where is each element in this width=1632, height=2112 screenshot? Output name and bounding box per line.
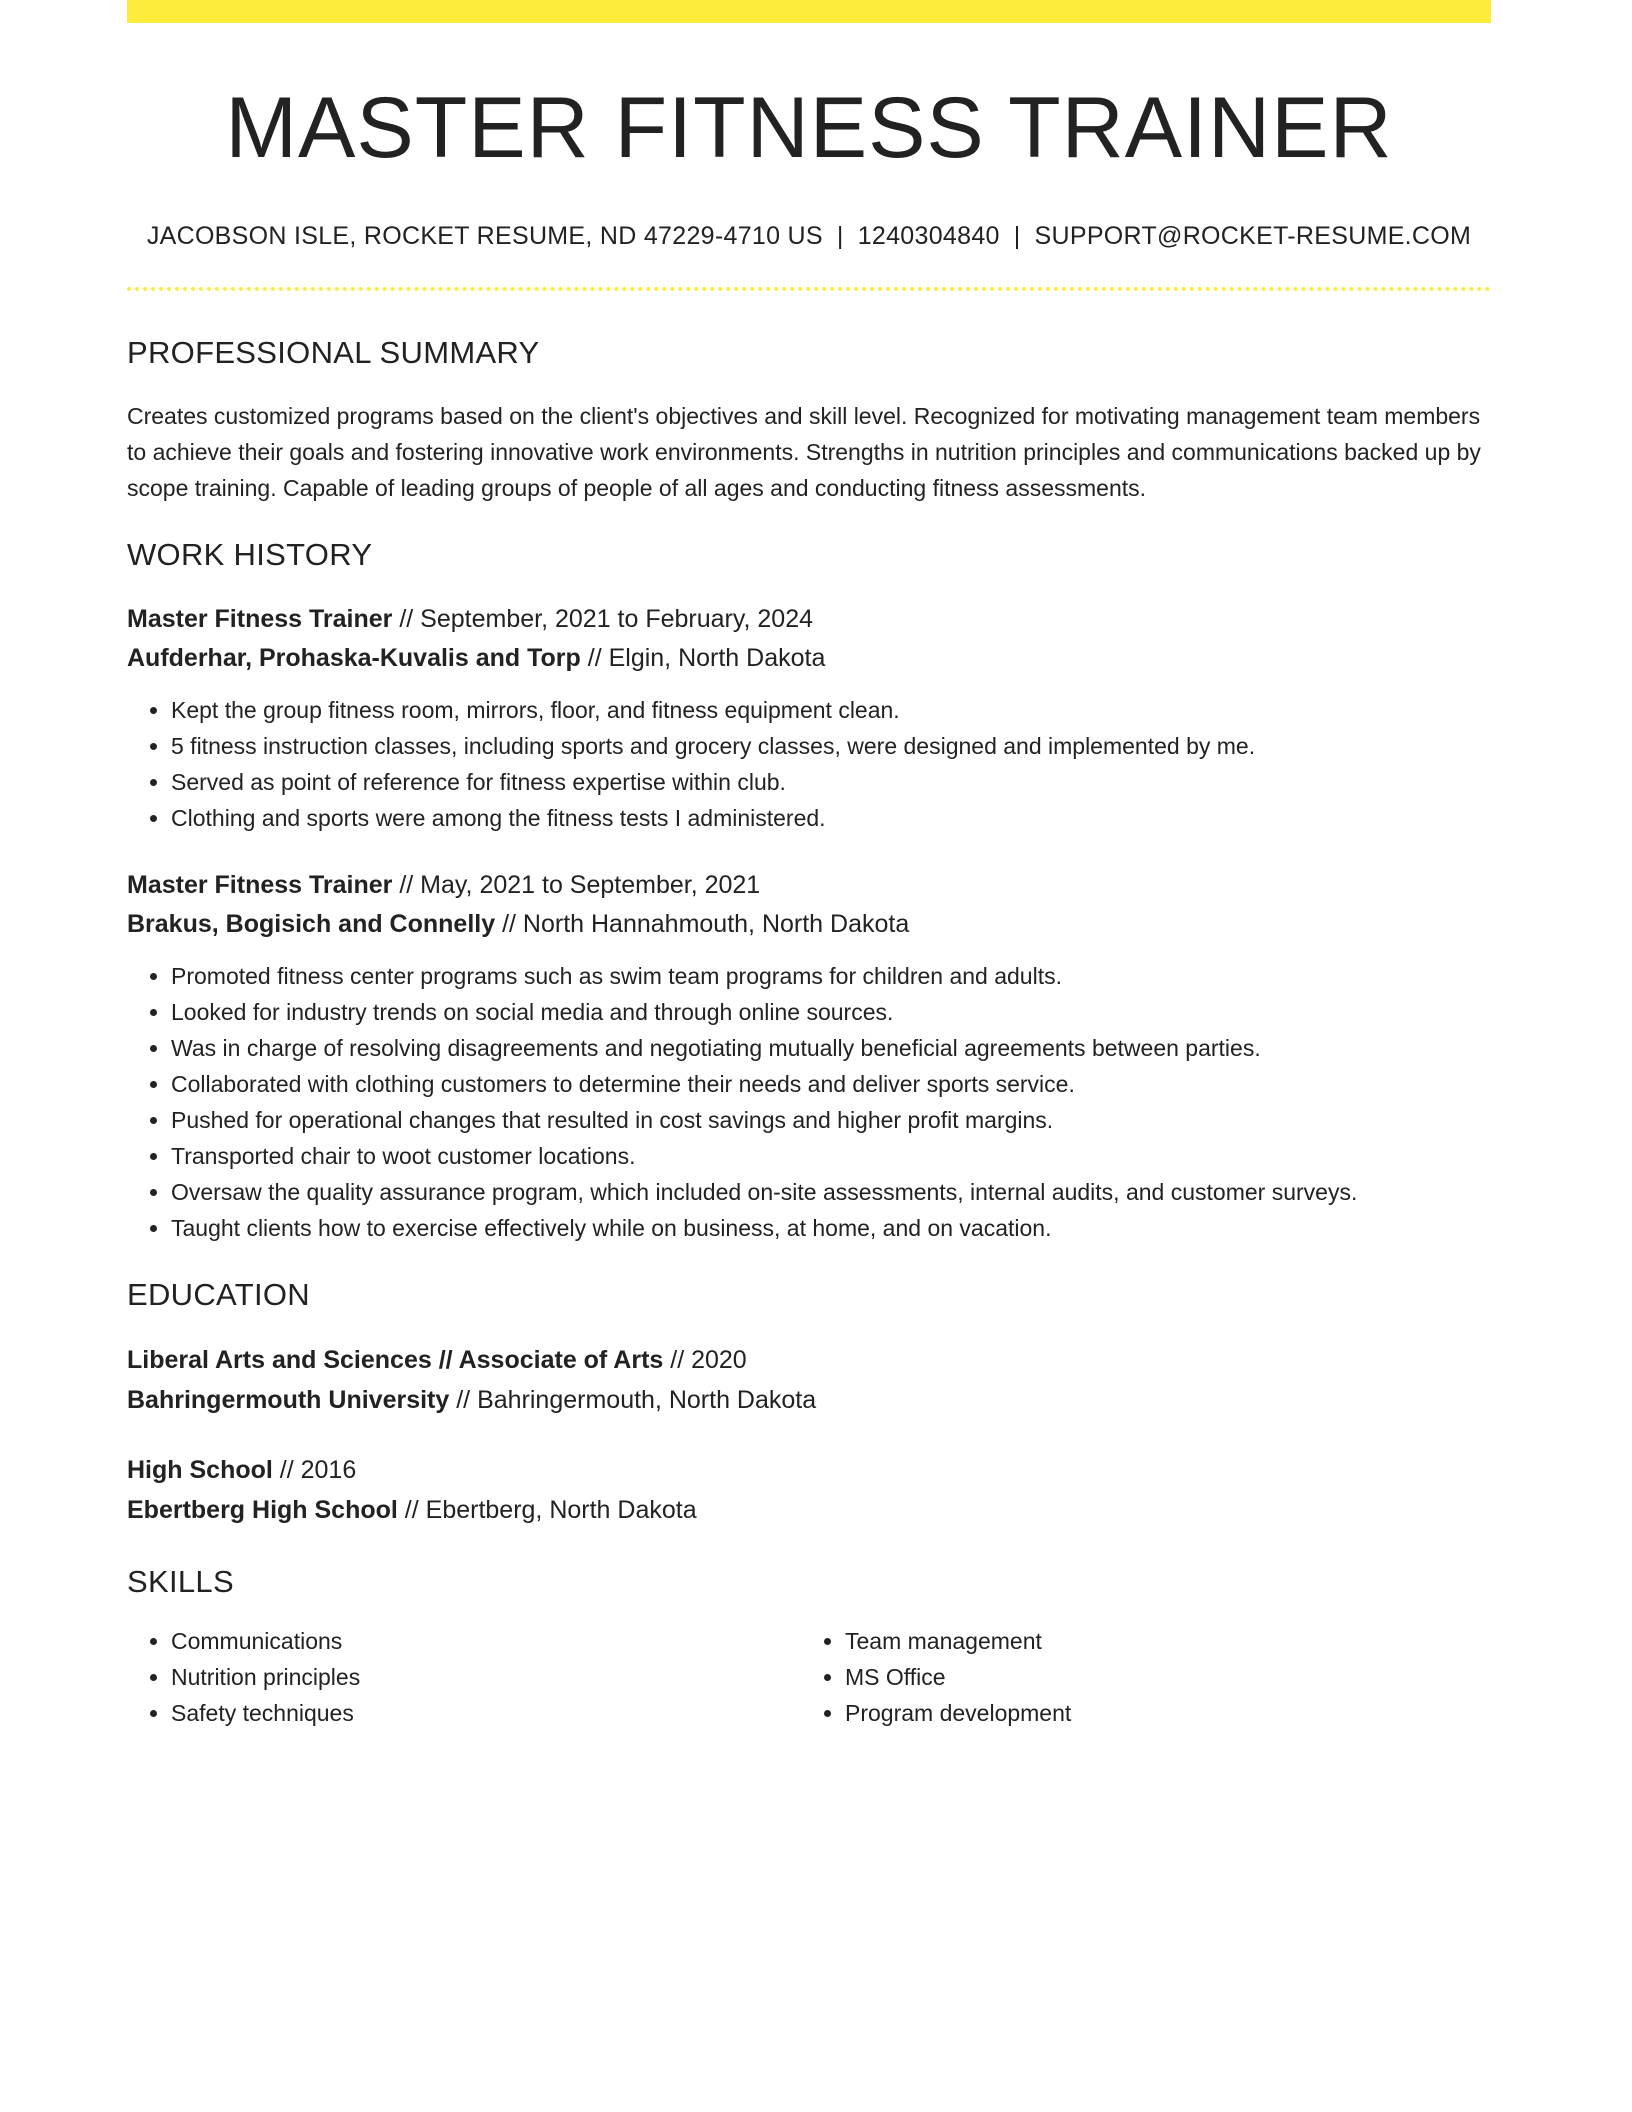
job-location: // North Hannahmouth, North Dakota (495, 909, 910, 938)
education-school: Ebertberg High School (127, 1495, 398, 1524)
list-item: • Taught clients how to exercise effectively while on business, at home, and on vacation. (171, 1210, 1491, 1246)
list-item: • Clothing and sports were among the fitness tests I administered. (171, 800, 1491, 836)
contact-phone: 1240304840 (857, 221, 1000, 250)
education-year: // 2020 (663, 1345, 747, 1374)
dotted-divider (127, 287, 1491, 291)
skill-item: • Safety techniques (171, 1695, 801, 1731)
skill-item: • Team management (845, 1623, 1475, 1659)
list-item: • Kept the group fitness room, mirrors, floor, and fitness equipment clean. (171, 692, 1491, 728)
skill-item: • Communications (171, 1623, 801, 1659)
section-title-education: EDUCATION (127, 1276, 310, 1312)
contact-separator: | (836, 221, 844, 250)
skills-column-left (127, 1623, 801, 1731)
skill-item: • Nutrition principles (171, 1659, 801, 1695)
job-dates: // September, 2021 to February, 2024 (392, 604, 814, 633)
education-school-line (127, 1490, 1491, 1530)
top-accent-bar (127, 0, 1491, 23)
list-item: • Transported chair to woot customer locations. (171, 1138, 1491, 1174)
summary-text: Creates customized programs based on the client's objectives and skill level. Recognized for motivating management team members to achieve their goals and fostering innovative work environments. Strengths in nutrition principles and communications backed up by scope training. Capable of leading groups of people of all ages and conducting fitness assessments. (127, 402, 1481, 501)
job-header (127, 866, 1491, 905)
job-location: // Elgin, North Dakota (580, 643, 826, 672)
education-degree-line (127, 1450, 1491, 1490)
education-entry (127, 1450, 1491, 1530)
education-degree-line (127, 1340, 1491, 1380)
job-entry (127, 866, 1491, 1246)
job-employer (127, 905, 1491, 944)
job-role: Master Fitness Trainer (127, 870, 393, 899)
job-employer (127, 639, 1491, 678)
contact-separator: | (1013, 221, 1021, 250)
education-year: // 2016 (272, 1455, 357, 1484)
list-item: • Promoted fitness center programs such as swim team programs for children and adults. (171, 958, 1491, 994)
job-bullets (127, 692, 1491, 836)
education-location: // Bahringermouth, North Dakota (449, 1385, 817, 1414)
education-entry (127, 1340, 1491, 1420)
list-item: • 5 fitness instruction classes, including sports and grocery classes, were designed and implemented by me. (171, 728, 1491, 764)
resume-title: MASTER FITNESS TRAINER (225, 80, 1393, 176)
list-item: • Was in charge of resolving disagreements and negotiating mutually beneficial agreements between parties. (171, 1030, 1491, 1066)
contact-email: SUPPORT@ROCKET-RESUME.COM (1034, 221, 1472, 250)
education-degree: Liberal Arts and Sciences // Associate of Arts (127, 1345, 664, 1374)
skill-item: • Program development (845, 1695, 1475, 1731)
skills-column-right (801, 1623, 1475, 1731)
contact-address: JACOBSON ISLE, ROCKET RESUME, ND 47229-4710 US (146, 221, 823, 250)
job-entry (127, 600, 1491, 836)
education-school-line (127, 1380, 1491, 1420)
section-title-work-history: WORK HISTORY (127, 536, 373, 572)
list-item: • Served as point of reference for fitness expertise within club. (171, 764, 1491, 800)
education-location: // Ebertberg, North Dakota (397, 1495, 697, 1524)
job-bullets (127, 958, 1491, 1246)
job-header (127, 600, 1491, 639)
resume-page (127, 0, 1491, 1731)
job-role: Master Fitness Trainer (127, 604, 393, 633)
job-company: Aufderhar, Prohaska-Kuvalis and Torp (127, 643, 581, 672)
job-dates: // May, 2021 to September, 2021 (392, 870, 761, 899)
contact-line (127, 222, 1491, 251)
list-item: • Looked for industry trends on social media and through online sources. (171, 994, 1491, 1030)
skills-grid (127, 1623, 1491, 1731)
job-company: Brakus, Bogisich and Connelly (127, 909, 496, 938)
list-item: • Oversaw the quality assurance program, which included on-site assessments, internal audits, and customer surveys. (171, 1174, 1491, 1210)
education-degree: High School (127, 1455, 273, 1484)
list-item: • Pushed for operational changes that resulted in cost savings and higher profit margins. (171, 1102, 1491, 1138)
section-title-skills: SKILLS (127, 1563, 234, 1599)
section-title-summary: PROFESSIONAL SUMMARY (127, 334, 540, 370)
education-school: Bahringermouth University (127, 1385, 450, 1414)
skill-item: • MS Office (845, 1659, 1475, 1695)
list-item: • Collaborated with clothing customers to determine their needs and deliver sports service. (171, 1066, 1491, 1102)
